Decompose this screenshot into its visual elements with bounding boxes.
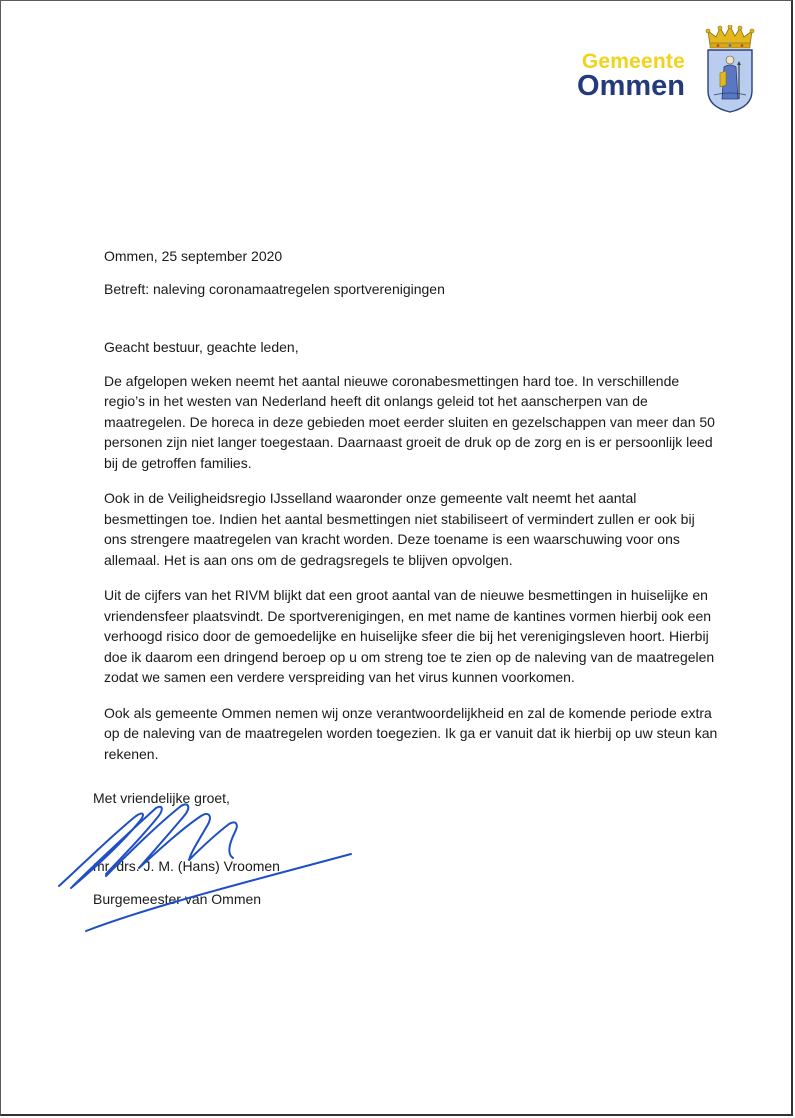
paragraph-2: Ook in de Veiligheidsregio IJsselland waaronder onze gemeente valt neemt het aantal besmettingen toe. Indien het aantal besmettingen niet stabiliseert of vermindert zullen er ook bij ons strengere maatregelen van kracht worden. Deze toename is een waarschuwing voor ons allemaal. Het is aan ons om de gedragsregels te blijven opvolgen.	[104, 490, 695, 568]
signatory-name: mr. drs. J. M. (Hans) Vroomen	[93, 858, 280, 874]
paragraph-1: De afgelopen weken neemt het aantal nieuwe coronabesmettingen hard toe. In verschillende regio’s in het westen van Nederland heeft dit onlangs geleid tot het aanscherpen van de maatregelen. De horeca in deze gebieden moet eerder sluiten en gezelschappen van meer dan 50 personen zijn niet langer toegestaan. Daarnaast groeit de druk op de zorg en is er persoonlijk leed bij de getroffen families.	[104, 372, 715, 471]
letter-subject: Betreft: naleving coronamaatregelen sportverenigingen	[104, 280, 445, 297]
paragraph-3: Uit de cijfers van het RIVM blijkt dat een groot aantal van de nieuwe besmettingen in huiselijke en vriendensfeer plaatsvindt. De sportverenigingen, en met name de kantines vormen hierbij ook een verhoogd risico door de gemoedelijke en huiselijke sfeer die bij het verenigingsleven hoort. Hierbij doe ik daarom een dringend beroep op u om streng toe te zien op de naleving van de maatregelen zodat we samen een verdere verspreiding van het virus kunnen voorkomen.	[104, 587, 715, 685]
paragraph-4: Ook als gemeente Ommen nemen wij onze verantwoordelijkheid en zal de komende periode extra op de naleving van de maatregelen worden toegezien. Ik ga er vanuit dat ik hierbij op uw steun kan rekenen.	[104, 704, 718, 762]
logo-line-gemeente: Gemeente	[581, 50, 685, 73]
letter-body	[104, 246, 719, 779]
letter-date: Ommen, 25 september 2020	[104, 248, 283, 264]
signatory-title: Burgemeester van Ommen	[93, 891, 262, 907]
letter-greeting: Geacht bestuur, geachte leden,	[104, 339, 299, 355]
logo-line-ommen: Ommen	[577, 70, 685, 102]
letter-closing: Met vriendelijke groet,	[93, 790, 230, 806]
coat-of-arms-icon	[704, 25, 756, 113]
municipality-logo	[577, 51, 685, 101]
